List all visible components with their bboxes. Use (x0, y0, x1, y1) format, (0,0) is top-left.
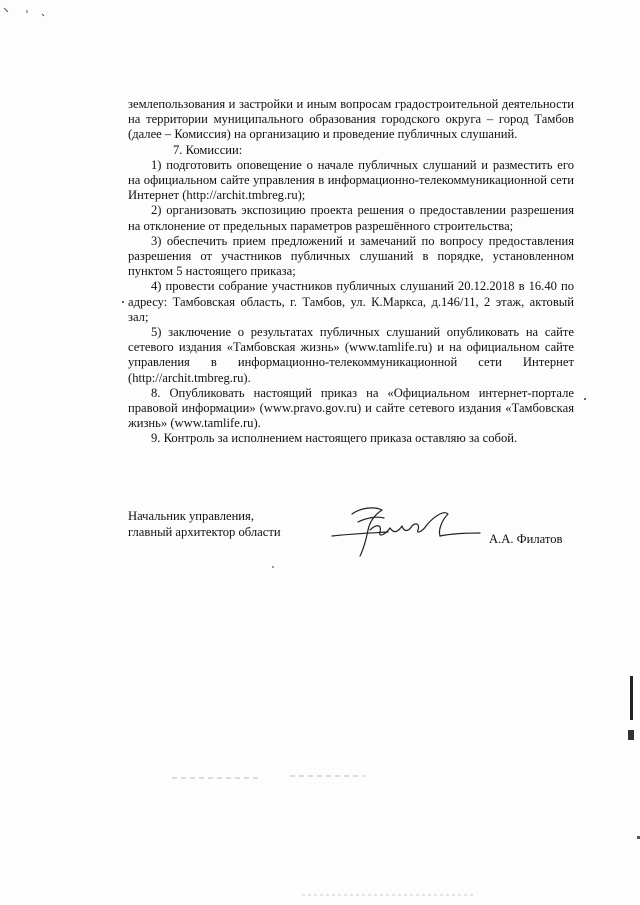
scan-edge-mark (630, 676, 633, 720)
scan-faint-line (170, 772, 370, 784)
paragraph-subitem-4: 4) провести собрание участников публичных слушаний 20.12.2018 в 16.40 по адресу: Тамбовская область, г. Тамбов, ул. К.Маркса, д.146/11, 2 этаж, актовый зал; (128, 279, 574, 324)
scan-mark-top-left (0, 0, 60, 24)
paragraph-item-9: 9. Контроль за исполнением настоящего приказа оставляю за собой. (151, 431, 518, 446)
scan-speck-right (584, 398, 586, 400)
paragraph-subitem-1: 1) подготовить оповещение о начале публичных слушаний и разместить его на официальном сайте управления в информационно-телекоммуникационной сети Интернет (http://archit.tmbreg.ru); (128, 157, 574, 203)
paragraph-item-7: 7. Комиссии: (173, 142, 243, 157)
scan-edge-mark-small (628, 730, 634, 740)
signer-position-line1: Начальник управления, (128, 509, 254, 523)
signer-position (128, 509, 281, 540)
scan-speck (272, 566, 274, 568)
scan-speck-left (122, 301, 124, 303)
handwritten-signature (330, 500, 490, 560)
paragraph-subitem-5: 5) заключение о результатах публичных слушаний опубликовать на сайте сетевого издания «Тамбовская жизнь» (www.tamlife.ru) и на официальном сайте управления в информационно-телекоммуникационной сети Интернет (http://archit.tmbreg.ru). (128, 325, 574, 385)
paragraph-subitem-3: 3) обеспечить прием предложений и замечаний по вопросу предоставления разрешения от участников публичных слушаний в порядке, установленном пунктом 5 настоящего приказа; (128, 233, 574, 279)
signer-name: А.А. Филатов (489, 532, 563, 546)
paragraph-item-8: 8. Опубликовать настоящий приказ на «Официальном интернет-портале правовой информации» (www.pravo.gov.ru) и сайте сетевого издания «Тамбовская жизнь» (www.tamlife.ru). (128, 385, 574, 431)
paragraph-subitem-2: 2) организовать экспозицию проекта решения о предоставлении разрешения на отклонение от предельных параметров разрешённого строительства; (128, 203, 574, 233)
paragraph-continuation: землепользования и застройки и иным вопросам градостроительной деятельности на территории муниципального образования городского округа – город Тамбов (далее – Комиссия) на организацию и проведение публичных слушаний. (128, 97, 574, 142)
scan-bottom-noise (300, 890, 480, 900)
signer-position-line2: главный архитектор области (128, 524, 281, 539)
document-body (128, 97, 574, 447)
